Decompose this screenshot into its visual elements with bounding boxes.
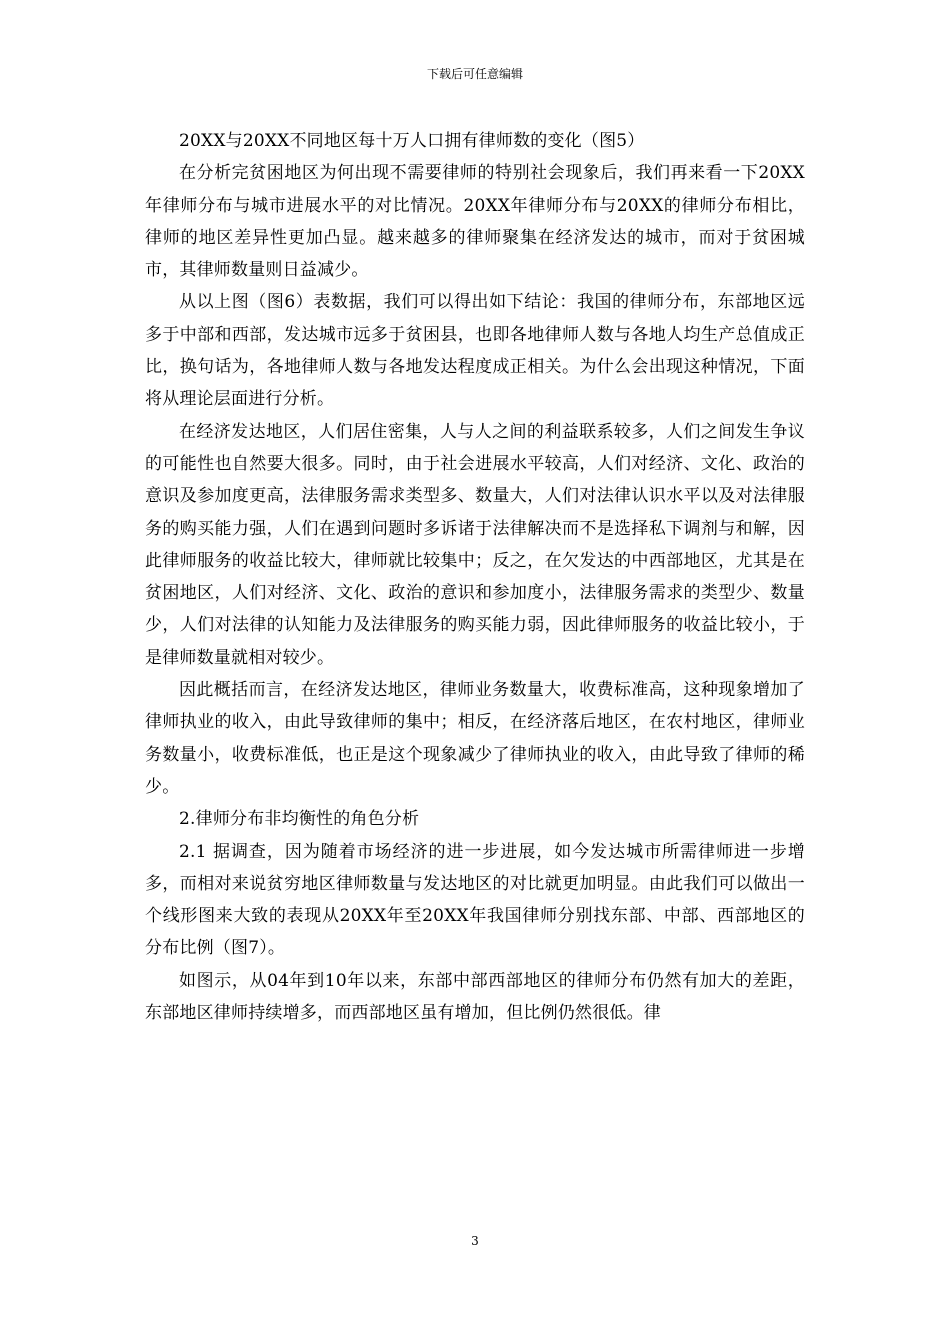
- paragraph: 在经济发达地区，人们居住密集，人与人之间的利益联系较多，人们之间发生争议的可能性也自然要大很多。同时，由于社会进展水平较高，人们对经济、文化、政治的意识及参加度更高，法律服务需求类型多、数量大，人们对法律认识水平以及对法律服务的购买能力强，人们在遇到问题时多诉诸于法律解决而不是选择私下调剂与和解，因此律师服务的收益比较大，律师就比较集中；反之，在欠发达的中西部地区，尤其是在贫困地区，人们对经济、文化、政治的意识和参加度小，法律服务需求的类型少、数量少，人们对法律的认知能力及法律服务的购买能力弱，因此律师服务的收益比较小，于是律师数量就相对较少。: [145, 421, 805, 668]
- paragraph: 因此概括而言，在经济发达地区，律师业务数量大，收费标准高，这种现象增加了律师执业的收入，由此导致律师的集中；相反，在经济落后地区，在农村地区，律师业务数量小，收费标准低，也正是这个现象减少了律师执业的收入，由此导致了律师的稀少。: [145, 680, 805, 797]
- paragraph: 从以上图（图6）表数据，我们可以得出如下结论：我国的律师分布，东部地区远多于中部和西部，发达城市远多于贫困县，也即各地律师人数与各地人均生产总值成正比，换句话为，各地律师人数与各地发达程度成正相关。为什么会出现这种情况，下面将从理论层面进行分析。: [145, 292, 805, 410]
- section-heading: 2.律师分布非均衡性的角色分析: [179, 809, 420, 830]
- document-body: [145, 125, 805, 1029]
- page-number: 3: [471, 1234, 479, 1248]
- paragraph: 2.1 据调查，因为随着市场经济的进一步进展，如今发达城市所需律师进一步增多，而相对来说贫穷地区律师数量与发达地区的对比就更加明显。由此我们可以做出一个线形图来大致的表现从20XX年至20XX年我国律师分别找东部、中部、西部地区的分布比例（图7）。: [145, 841, 805, 959]
- page-header: 下载后可任意编辑: [426, 67, 523, 81]
- figure-caption: 20XX与20XX不同地区每十万人口拥有律师数的变化（图5）: [179, 131, 645, 151]
- paragraph: 在分析完贫困地区为何出现不需要律师的特别社会现象后，我们再来看一下20XX年律师分布与城市进展水平的对比情况。20XX年律师分布与20XX的律师分布相比，律师的地区差异性更加凸显。越来越多的律师聚集在经济发达的城市，而对于贫困城市，其律师数量则日益减少。: [145, 163, 805, 281]
- paragraph: 如图示，从04年到10年以来，东部中部西部地区的律师分布仍然有加大的差距，东部地区律师持续增多，而西部地区虽有增加，但比例仍然很低。律: [145, 970, 805, 1024]
